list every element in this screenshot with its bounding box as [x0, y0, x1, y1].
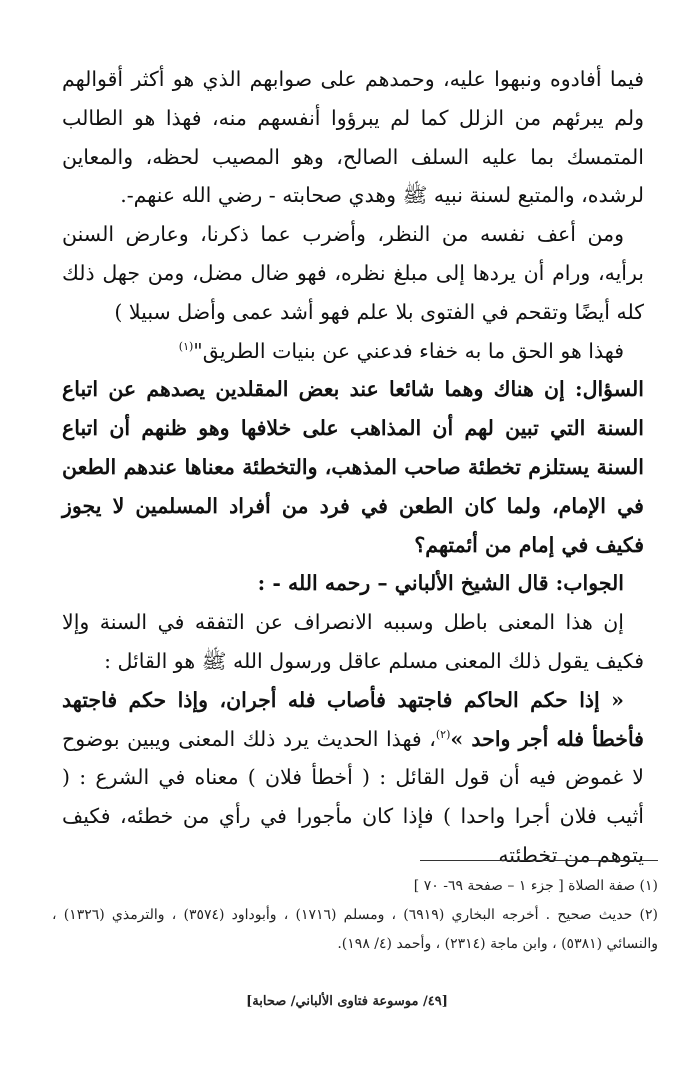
paragraph-3-text: فهذا هو الحق ما به خفاء فدعني عن بنيات الطريق" — [193, 338, 624, 363]
footnote-ref-1: (١) — [178, 339, 194, 353]
question-paragraph — [62, 370, 644, 564]
footnote-1: (١) صفة الصلاة [ جزء ١ – صفحة ٦٩- ٧٠ ] — [413, 878, 658, 894]
answer-label: الجواب: — [555, 571, 624, 596]
footnote-ref-2: (٢) — [435, 727, 451, 741]
answer-paragraph-1: إن هذا المعنى باطل وسببه الانصراف عن التفقه في السنة وإلا فكيف يقول ذلك المعنى مسلم عاقل ورسول الله ﷺ هو القائل : — [62, 610, 644, 673]
paragraph-2: ومن أعف نفسه من النظر، وأضرب عما ذكرنا، وعارض السنن برأيه، ورام أن يردها إلى مبلغ نظره، فهو ضال مضل، ومن جهل ذلك كله أيضًا وتقحم في الفتوى بلا علم فهو أشد عمى وأضل سبيلا ) — [62, 222, 644, 324]
answer-continuation: ، فهذا الحديث يرد ذلك المعنى ويبين بوضوح لا غموض فيه أن قول القائل : ( أخطأ فلان ) معناه في الشرع : ( أثيب فلان أجرا واحدا ) فإذا كان مأجورا في رأي من خطئه، فكيف يتوهم من تخطئته — [62, 726, 644, 867]
body-text — [62, 60, 644, 875]
footnote-divider — [420, 860, 658, 861]
question-text: إن هناك وهما شائعا عند بعض المقلدين يصدهم عن اتباع السنة التي تبين لهم أن المذاهب على خلافها وهو ظنهم أن اتباع السنة يستلزم تخطئة صاحب المذهب، والتخطئة معناها عندهم الطعن في الإمام، ولما كان الطعن في فرد من أفراد المسلمين لا يجوز فكيف في إمام من أئمتهم؟ — [62, 377, 644, 557]
answer-heading — [62, 564, 644, 603]
footnote-2: (٢) حديث صحيح . أخرجه البخاري (٦٩١٩) ، ومسلم (١٧١٦) ، وأبوداود (٣٥٧٤) ، والترمذي (١٣٢٦) ، والنسائي (٥٣٨١) ، وابن ماجة (٢٣١٤) ، وأحمد (٤/ ١٩٨). — [52, 907, 658, 952]
question-label: السؤال: — [575, 377, 644, 402]
footnotes — [52, 872, 658, 959]
answer-intro: قال الشيخ الألباني – رحمه الله - : — [257, 571, 556, 596]
page-footer: [٤٩/ موسوعة فتاوى الألباني/ صحابة] — [246, 994, 448, 1009]
hadith-quote: « إذا حكم الحاكم فاجتهد فأصاب فله أجران، وإذا حكم فاجتهد فأخطأ فله أجر واحد » — [62, 687, 644, 751]
paragraph-1: فيما أفادوه ونبهوا عليه، وحمدهم على صوابهم الذي هو أكثر أقوالهم ولم يبرئهم من الزلل كما لم يبرؤوا أنفسهم منه، فهذا هو الطالب المتمسك بما عليه السلف الصالح، وهو المصيب لحظه، والمعاين لرشده، والمتبع لسنة نبيه ﷺ وهدي صحابته - رضي الله عنهم-. — [62, 67, 644, 208]
answer-paragraph-2 — [62, 681, 644, 875]
paragraph-3 — [62, 332, 644, 371]
